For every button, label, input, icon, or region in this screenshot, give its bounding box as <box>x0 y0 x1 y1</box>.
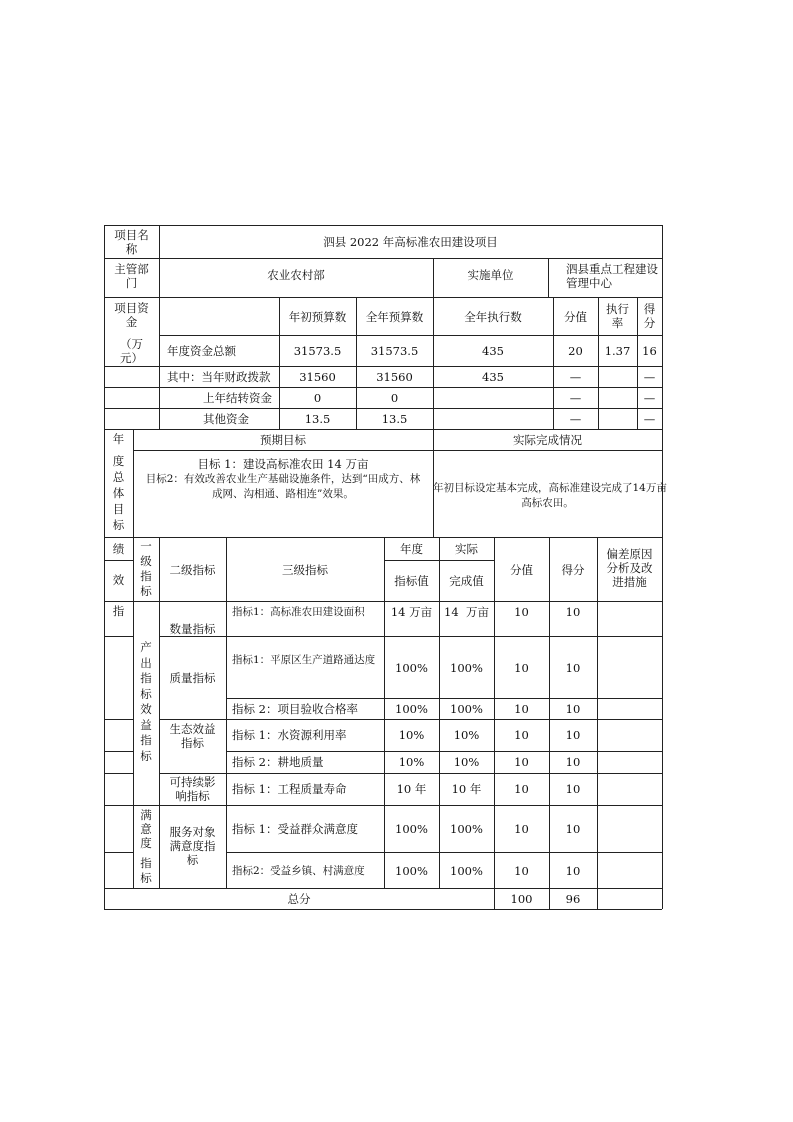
indicator-got: 10 <box>565 728 581 742</box>
level2-header: 二级指标 <box>169 563 216 577</box>
fund-row-initial: 13.5 <box>304 412 331 426</box>
rule <box>104 560 134 561</box>
indicator-actual: 100% <box>450 864 483 878</box>
indicator-got: 10 <box>565 822 581 836</box>
indicator-got: 10 <box>565 864 581 878</box>
expected-goal-line: 成网、沟相通、路相连”效果。 <box>212 488 354 500</box>
group-quantity: 数量指标 <box>169 622 216 636</box>
rule <box>494 537 495 909</box>
indicator-actual: 10 年 <box>451 782 482 796</box>
indicator-target: 100% <box>395 702 428 716</box>
project-name: 泗县 2022 年高标准农田建设项目 <box>323 235 498 249</box>
indicator-got: 10 <box>565 605 581 619</box>
indicator: 指标 2：耕地质量 <box>232 755 324 769</box>
rule <box>104 636 134 637</box>
indicator-score: 10 <box>514 755 529 769</box>
fund-row-score: — <box>569 370 582 384</box>
fund-row-score: — <box>569 412 582 426</box>
fund-row-name: 其他资金 <box>203 412 249 426</box>
annual-target-header-2: 指标值 <box>394 574 429 588</box>
rule <box>104 805 662 806</box>
col-full-budget: 全年预算数 <box>365 310 424 324</box>
rule <box>104 751 134 752</box>
indicator: 指标1：高标准农田建设面积 <box>232 606 365 618</box>
col-score: 分值 <box>564 310 587 324</box>
level1-satisfaction-label-2: 指 标 <box>140 856 152 885</box>
rule <box>104 429 662 430</box>
total-label: 总分 <box>287 892 311 906</box>
indicator-got: 10 <box>565 782 581 796</box>
col-executed: 全年执行数 <box>464 310 522 324</box>
rule <box>104 719 134 720</box>
fund-row-exec: 435 <box>482 344 504 358</box>
rule <box>159 225 160 429</box>
fund-row-rate: 1.37 <box>604 344 631 358</box>
indicator: 指标 1：受益群众满意度 <box>232 822 358 836</box>
rule <box>104 909 662 910</box>
perf-side-label: 效 <box>112 573 125 587</box>
fund-row-name: 其中：当年财政拨款 <box>167 370 271 384</box>
funds-label: 项目资 金 <box>114 301 149 329</box>
fund-row-got: — <box>643 391 656 405</box>
funds-unit-label: （万 元） <box>120 337 143 365</box>
rule <box>104 297 662 298</box>
fund-row-initial: 0 <box>313 391 322 405</box>
indicator-got: 10 <box>565 755 581 769</box>
indicator-target: 100% <box>395 822 428 836</box>
fund-row-name: 上年结转资金 <box>203 391 272 405</box>
rule <box>159 335 662 336</box>
fund-row-full: 31560 <box>376 370 413 384</box>
fund-row-score: — <box>569 391 582 405</box>
rule <box>104 387 662 388</box>
indicator: 指标 1：工程质量寿命 <box>232 782 347 796</box>
indicator-score: 10 <box>514 864 529 878</box>
indicator: 指标2：受益乡镇、村满意度 <box>232 865 365 877</box>
rule <box>159 636 662 637</box>
rule <box>104 225 662 226</box>
rule <box>662 225 663 909</box>
project-name-label: 项目名 称 <box>114 228 149 256</box>
indicator-target: 100% <box>395 661 428 675</box>
rule <box>597 537 598 909</box>
indicator-score: 10 <box>514 661 529 675</box>
group-service: 服务对象 满意度指 标 <box>169 825 216 867</box>
indicator-target: 100% <box>395 864 428 878</box>
indicator-target: 10 年 <box>396 782 427 796</box>
rule <box>104 773 134 774</box>
indicator-actual: 100% <box>450 702 483 716</box>
indicator: 指标1：平原区生产道路通达度 <box>232 654 376 666</box>
indicator-score: 10 <box>514 822 529 836</box>
got-header: 得分 <box>561 563 585 577</box>
fund-row-score: 20 <box>568 344 583 358</box>
rule <box>226 537 227 888</box>
rule <box>104 537 662 538</box>
dept-value: 农业农村部 <box>267 268 325 282</box>
perf-side-label: 绩 <box>112 542 125 556</box>
rule <box>133 450 662 451</box>
indicator-got: 10 <box>565 702 581 716</box>
col-got: 得 分 <box>643 302 656 330</box>
total-score: 100 <box>510 892 533 906</box>
group-eco: 生态效益 指标 <box>169 722 216 750</box>
fund-row-full: 31573.5 <box>370 344 419 358</box>
actual-value-header-2: 完成值 <box>449 574 484 588</box>
indicator-score: 10 <box>514 782 529 796</box>
goal-side-label: 年 <box>112 432 125 446</box>
indicator-score: 10 <box>514 702 529 716</box>
rule <box>104 258 662 259</box>
indicator-actual: 14 万亩 <box>444 605 489 619</box>
actual-value-header: 实际 <box>455 542 478 556</box>
fund-row-full: 13.5 <box>381 412 408 426</box>
annual-target-header: 年度 <box>400 542 423 556</box>
rule <box>159 719 662 720</box>
col-initial-budget: 年初预算数 <box>288 310 347 324</box>
level1-satisfaction-label: 满 意 度 <box>140 808 152 850</box>
indicator: 指标 2：项目验收合格率 <box>232 702 358 716</box>
actual-goal-header: 实际完成情况 <box>513 433 582 447</box>
score-header: 分值 <box>510 563 533 577</box>
impl-value: 泗县重点工程建设 管理中心 <box>566 262 658 290</box>
fund-row-full: 0 <box>390 391 399 405</box>
perf-side-label: 指 <box>112 604 125 618</box>
fund-row-got: — <box>643 412 656 426</box>
col-exec-rate: 执行 率 <box>606 302 629 330</box>
expected-goal-header: 预期目标 <box>260 433 306 447</box>
total-got: 96 <box>565 892 581 906</box>
indicator-actual: 10% <box>453 755 480 769</box>
indicator-actual: 100% <box>450 661 483 675</box>
impl-label: 实施单位 <box>467 268 514 282</box>
indicator-target: 10% <box>398 728 425 742</box>
fund-row-initial: 31560 <box>299 370 336 384</box>
indicator-target: 14 万亩 <box>390 605 433 619</box>
goal-side-label-2: 度 总 体 目 标 <box>112 454 125 532</box>
fund-row-got: — <box>643 370 656 384</box>
fund-row-name: 年度资金总额 <box>167 344 236 358</box>
rule <box>159 773 662 774</box>
group-quality: 质量指标 <box>169 671 216 685</box>
indicator-actual: 10% <box>453 728 480 742</box>
rule <box>549 537 550 909</box>
indicator-target: 10% <box>398 755 425 769</box>
indicator-score: 10 <box>514 728 529 742</box>
indicator-got: 10 <box>565 661 581 675</box>
expected-goal-line: 目标 1：建设高标准农田 14 万亩 <box>197 457 369 471</box>
level3-header: 三级指标 <box>282 563 328 577</box>
expected-goal-line: 目标2：有效改善农业生产基础设施条件，达到“田成方、林 <box>145 473 421 485</box>
fund-row-got: 16 <box>642 344 657 358</box>
deviation-header: 偏差原因 分析及改 进措施 <box>606 547 653 589</box>
indicator-score: 10 <box>514 605 529 619</box>
level1-header: 一 级 指 标 <box>140 539 152 598</box>
level1-output-label: 产 出 指 标 效 益 指 标 <box>140 640 152 763</box>
rule <box>104 888 662 889</box>
rule <box>104 601 662 602</box>
actual-goal-line: 年初目标设定基本完成，高标准建设完成了14万亩 <box>433 482 667 494</box>
actual-goal-line: 高标农田。 <box>521 497 574 509</box>
rule <box>104 366 662 367</box>
rule <box>104 852 134 853</box>
indicator-actual: 100% <box>450 822 483 836</box>
indicator: 指标 1：水资源利用率 <box>232 728 347 742</box>
rule <box>104 408 662 409</box>
fund-row-exec: 435 <box>482 370 504 384</box>
fund-row-initial: 31573.5 <box>293 344 342 358</box>
rule <box>548 258 549 297</box>
group-sustain: 可持续影 响指标 <box>169 775 216 803</box>
dept-label: 主管部 门 <box>114 262 149 290</box>
